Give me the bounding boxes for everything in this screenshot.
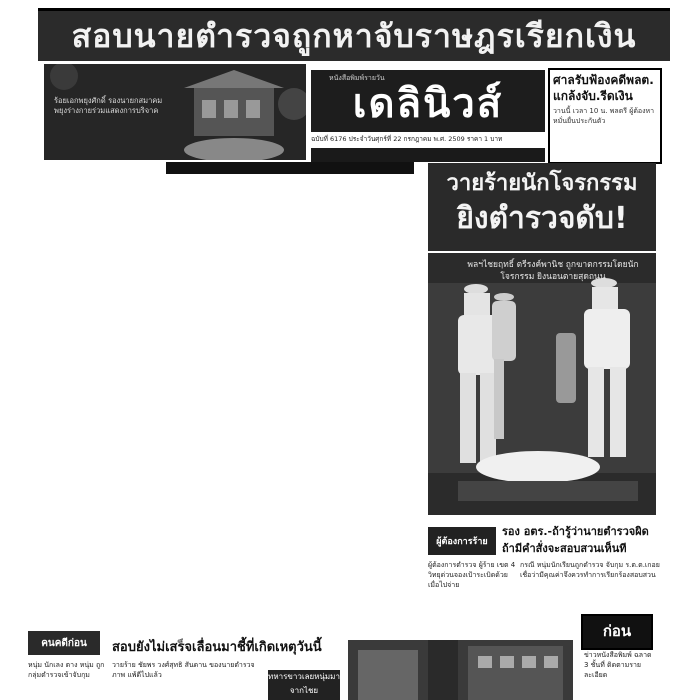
divider-band bbox=[166, 162, 414, 174]
masthead-small-label: หนังสือพิมพ์รายวัน bbox=[329, 74, 385, 82]
masthead-name: เดลินิวส์ bbox=[352, 81, 504, 127]
bottom-left-column: หนุ่ม นักเลง ตาง หนุ่ม ถูกกลุ่มตำรวจเข้าจับกุม bbox=[28, 661, 105, 679]
top-headline: สอบนายตำรวจถูกหาจับราษฎรเรียกเงิน bbox=[71, 16, 637, 55]
main-photo-caption: พลฯไชยฤทธิ์ ตรีรงค์พานิช ถูกฆาตกรรมโดยนักโจรกรรม ยิงนอนตายสุดถนน bbox=[467, 260, 639, 282]
masthead bbox=[311, 70, 545, 132]
sub-section-tag: ผู้ต้องการร้าย bbox=[428, 527, 496, 555]
top-headline-banner bbox=[38, 8, 670, 61]
sub-right-column: กรณี หนุ่มนักเรียนถูกตำรวจ จับกุม ร.ต.ต.เกอยเชื่อว่ามีคุณค่าจึงควรทำการเรียกร้องสอบสวน bbox=[520, 561, 660, 579]
street-photo-icon bbox=[348, 640, 573, 700]
main-headline-line1: วายร้ายนักโจรกรรม bbox=[446, 171, 638, 196]
masthead-rule bbox=[311, 148, 545, 162]
bottom-photo bbox=[348, 640, 573, 700]
crime-scene-photo-icon bbox=[428, 253, 656, 515]
side-box-headline: ศาลรับฟ้องคดีพลต. แกล้งจับ.รีดเงิน bbox=[553, 73, 654, 103]
issue-line: ฉบับที่ 6176 ประจำวันศุกร์ที่ 22 กรกฎาคม พ.ศ. 2509 ราคา 1 บาท bbox=[311, 135, 503, 143]
bottom-headline: สอบยังไม่เสร็จเลื่อนมาชี้ที่เกิดเหตุวันนี้ bbox=[112, 640, 322, 655]
sub-section-headline bbox=[502, 524, 662, 558]
bottom-text: วายร้าย ชัยพร วงศ์สุทธิ สันดาน ของนายตำรวจภาพ แพ้ดีไปแล้ว bbox=[112, 661, 255, 679]
sub-headline-a: รอง อตร.-ถ้ารู้ว่านายตำรวจผิด bbox=[502, 525, 649, 538]
top-left-photo bbox=[44, 64, 306, 160]
side-box-text: วานนี้ เวลา 10 น. พลตรี ผู้ต้องหาหมั่นยื่นประกันตัว bbox=[553, 107, 655, 125]
bottom-tag: คนคดีก่อน bbox=[28, 631, 100, 655]
main-headline-line2: ยิงตำรวจดับ! bbox=[456, 201, 628, 236]
bottom-dark-box: ทหารขาวเลยหนุ่มมาจากไชย bbox=[268, 670, 340, 700]
left-photo-caption: ร้อยเอกพยุงศักดิ์ รองนายกสมาคมพยุงร่างกายร่วมแสดงการบริจาค bbox=[54, 96, 163, 115]
sub-left-column: ผู้ต้องการตำรวจ ผู้ร้าย เขต 4 วิทยุด่วนจองเป้าระเบิดด้วย เมื่อไปจ่าย bbox=[428, 561, 516, 589]
ad-title-box: ก่อน bbox=[581, 614, 653, 650]
ad-text: ข่าวหนังสือพิมพ์ ฉลาด 3 ชั้นที่ ติดตามรายละเอียด bbox=[584, 651, 652, 679]
side-news-box bbox=[548, 68, 662, 164]
main-headline-block bbox=[428, 163, 656, 251]
main-photo bbox=[428, 253, 656, 515]
sub-headline-b: ถ้ามีคำสั่งจะสอบสวนเห็นที bbox=[502, 542, 627, 555]
